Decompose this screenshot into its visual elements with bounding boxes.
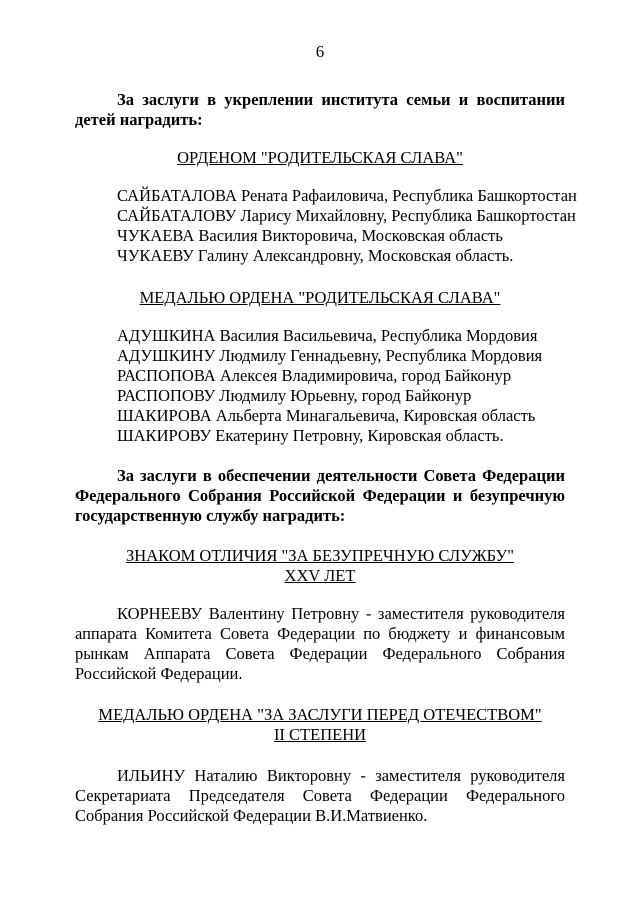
award-heading-degree: [75, 725, 565, 745]
award-title: ОРДЕНОМ "РОДИТЕЛЬСКАЯ СЛАВА": [177, 148, 463, 167]
section1-intro-line2: детей наградить:: [75, 110, 203, 129]
award-title-line1: МЕДАЛЬЮ ОРДЕНА "ЗА ЗАСЛУГИ ПЕРЕД ОТЕЧЕСТВОМ": [98, 705, 542, 724]
section1-intro-line1: За заслуги в укреплении института семьи и воспитании: [117, 90, 565, 109]
award-title-line2: II СТЕПЕНИ: [273, 725, 367, 744]
recipient-list: [117, 326, 577, 446]
award-heading: [75, 546, 565, 566]
section2-intro-line1: За заслуги в обеспечении деятельности Совета Федерации: [117, 466, 565, 485]
section2-intro-end: [75, 506, 565, 526]
section1-intro: [75, 90, 565, 110]
list-item: ШАКИРОВА Альберта Минагальевича, Кировская область: [117, 406, 536, 425]
award-title-line1: ЗНАКОМ ОТЛИЧИЯ "ЗА БЕЗУПРЕЧНУЮ СЛУЖБУ": [126, 546, 514, 565]
award-title: МЕДАЛЬЮ ОРДЕНА "РОДИТЕЛЬСКАЯ СЛАВА": [139, 288, 501, 307]
award-recipient-text: КОРНЕЕВУ Валентину Петровну - заместителя руководителя аппарата Комитета Совета Федерации по бюджету и финансовым рынкам Аппарата Совета Федерации Федерального Собрания Российской Федерации.: [75, 604, 565, 683]
list-item: САЙБАТАЛОВУ Ларису Михайловну, Республика Башкортостан: [117, 206, 576, 225]
list-item: САЙБАТАЛОВА Рената Рафаиловича, Республика Башкортостан: [117, 186, 577, 205]
page-number: 6: [315, 42, 325, 61]
section2-intro: [75, 466, 565, 486]
list-item: АДУШКИНА Василия Васильевича, Республика Мордовия: [117, 326, 538, 345]
recipient-list: [117, 186, 577, 266]
list-item: РАСПОПОВА Алексея Владимировича, город Байконур: [117, 366, 512, 385]
section2-intro-line3: государственную службу наградить:: [75, 506, 346, 525]
award-recipient-text: ИЛЬИНУ Наталию Викторовну - заместителя руководителя Секретариата Председателя Совета Федерации Федерального Собрания Российской Федерации В.И.Матвиенко.: [75, 766, 565, 825]
list-item: РАСПОПОВУ Людмилу Юрьевну, город Байконур: [117, 386, 472, 405]
list-item: ШАКИРОВУ Екатерину Петровну, Кировская область.: [117, 426, 504, 445]
award-heading: [75, 705, 565, 725]
section2-intro-line2: Федерального Собрания Российской Федерации и безупречную: [75, 486, 565, 505]
list-item: ЧУКАЕВА Василия Викторовича, Московская область: [117, 226, 503, 245]
award-heading: [75, 288, 565, 308]
award-title-line2: XXV ЛЕТ: [284, 566, 356, 585]
award-heading: [75, 148, 565, 168]
list-item: АДУШКИНУ Людмилу Геннадьевну, Республика Мордовия: [117, 346, 543, 365]
section1-intro-cont: [75, 110, 565, 130]
section2-intro-cont: [75, 486, 565, 506]
award-heading-degree: [75, 566, 565, 586]
list-item: ЧУКАЕВУ Галину Александровну, Московская область.: [117, 246, 514, 265]
